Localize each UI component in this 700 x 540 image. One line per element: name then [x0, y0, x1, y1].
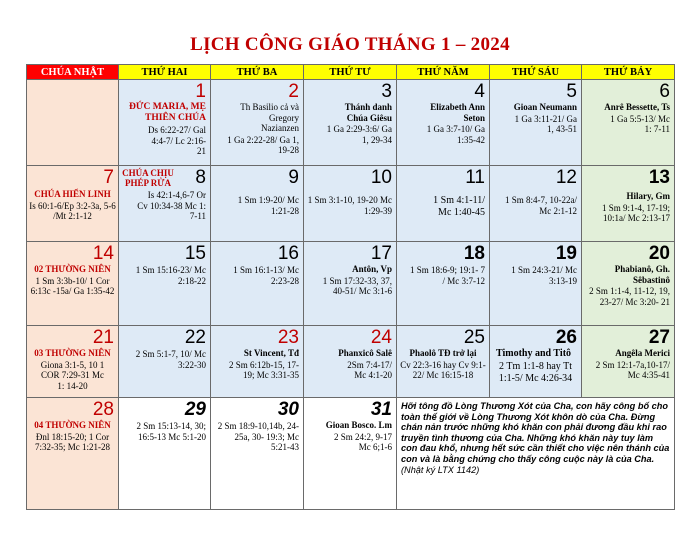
week-row-3 [27, 242, 675, 326]
day-saint: Phanxicô Salê [338, 348, 392, 358]
day-reading: 1 Sm 24:3-21/ Mc 3:13-19 [511, 265, 577, 286]
day-reading: 1 Sm 4:1-11/ Mc 1:40-45 [433, 195, 485, 218]
day-cell-empty [27, 80, 119, 166]
day-cell-22 [119, 326, 211, 398]
day-cell-8 [119, 166, 211, 242]
day-number: 16 [277, 243, 299, 264]
day-cell-18 [397, 242, 490, 326]
day-number: 27 [648, 327, 670, 348]
day-reading: Is 42:1-4,6-7 Or Cv 10:34-38 Mc 1: 7-11 [137, 190, 206, 221]
day-number: 9 [288, 167, 299, 188]
day-reading: 1 Sm 15:16-23/ Mc 2:18-22 [135, 265, 206, 286]
day-cell-30 [211, 398, 304, 510]
day-number: 23 [277, 327, 299, 348]
day-saint: Angêla Merici [615, 348, 670, 358]
day-cell-4 [397, 80, 490, 166]
day-saint: Phaolô TĐ trở lại [409, 348, 477, 358]
day-cell-12 [490, 166, 582, 242]
day-reading: Ds 6:22-27/ Gal 4:4-7/ Lc 2:16-21 [148, 125, 206, 156]
page-title: LỊCH CÔNG GIÁO THÁNG 1 – 2024 [190, 34, 510, 55]
day-cell-26 [490, 326, 582, 398]
day-feast: CHÚA CHỊU PHÉP RỬA [122, 168, 174, 188]
day-number: 7 [103, 167, 114, 188]
day-cell-13 [582, 166, 675, 242]
header-thursday: THỨ NĂM [397, 65, 490, 80]
header-monday: THỨ HAI [119, 65, 211, 80]
day-cell-19 [490, 242, 582, 326]
day-cell-10 [304, 166, 397, 242]
day-feast: ĐỨC MARIA, MẸ THIÊN CHÚA [129, 102, 206, 123]
header-tuesday: THỨ BA [211, 65, 304, 80]
day-number: 15 [184, 243, 206, 264]
day-saint: Antôn, Vp [352, 264, 392, 274]
day-saint: Elizabeth Ann Seton [430, 102, 485, 123]
day-reading: Đnl 18:15-20; 1 Cor 7:32-35; Mc 1:21-28 [35, 431, 110, 452]
day-reading: 1 Sm 3:3b-10/ 1 Cor 6:13c -15a/ Ga 1:35-42 [30, 275, 115, 296]
day-number: 1 [195, 81, 206, 102]
day-number: 2 [288, 81, 299, 102]
day-saint: Thánh danh Chúa Giêsu [344, 102, 392, 123]
day-reading: 1 Ga 3:11-21/ Ga 1, 43-51 [514, 113, 577, 134]
day-saint: Hilary, Gm [626, 191, 670, 201]
day-reading: 2 Sm 5:1-7, 10/ Mc 3:22-30 [135, 349, 206, 370]
quote-text [397, 398, 674, 478]
day-reading: 2 Tm 1:1-8 hay Tt 1:1-5/ Mc 4:26-34 [498, 361, 573, 384]
day-feast: CHÚA HIỂN LINH [34, 189, 111, 199]
day-cell-16 [211, 242, 304, 326]
week-row-4 [27, 326, 675, 398]
day-number: 26 [555, 327, 577, 348]
week-row-1 [27, 80, 675, 166]
day-cell-9 [211, 166, 304, 242]
day-reading: 1 Ga 2:29-3:6/ Ga 1, 29-34 [326, 124, 392, 145]
day-number: 3 [381, 81, 392, 102]
day-number: 22 [184, 327, 206, 348]
day-cell-7 [27, 166, 119, 242]
quote-body: Hỡi tông đồ Lòng Thương Xót của Cha, con hãy công bố cho toàn thế giới về Lòng Thương Xót khôn dò của Cha. Đừng chán nản trước những khó khăn con phải đương đầu khi rao truyền tình thương của Cha. Những khó khăn này tuy làm con đau khổ, nhưng hết sức cần thiết cho việc nên thánh của con và là bằng chứng cho thấy công cuộc này là của Cha. [401, 401, 670, 464]
day-saint: Anrê Bessette, Ts [604, 102, 670, 112]
day-feast: 04 THƯỜNG NIÊN [34, 420, 111, 430]
day-cell-21 [27, 326, 119, 398]
day-reading: 2 Sm 18:9-10,14b, 24-25a, 30- 19:3; Mc 5:21-43 [217, 421, 299, 452]
day-number: 30 [277, 399, 299, 420]
day-number: 19 [555, 243, 577, 264]
day-number: 28 [92, 399, 114, 420]
day-reading: 2 Sm 6:12b-15, 17-19; Mc 3:31-35 [228, 359, 299, 380]
day-cell-29 [119, 398, 211, 510]
day-number: 11 [465, 167, 485, 188]
day-cell-15 [119, 242, 211, 326]
day-reading: 2 Sm 12:1-7a,10-17/ Mc 4:35-41 [595, 359, 670, 380]
day-number: 25 [463, 327, 485, 348]
day-cell-28 [27, 398, 119, 510]
day-number: 31 [370, 399, 392, 420]
day-reading: 2Sm 7:4-17/ Mc 4:1-20 [347, 359, 392, 380]
day-number: 14 [92, 243, 114, 264]
day-reading: 1 Sm 8:4-7, 10-22a/ Mc 2:1-12 [505, 195, 577, 216]
day-number: 5 [566, 81, 577, 102]
day-cell-14 [27, 242, 119, 326]
day-cell-17 [304, 242, 397, 326]
day-reading: 1 Sm 18:6-9; 19:1- 7 / Mc 3:7-12 [409, 265, 485, 286]
day-number: 10 [370, 167, 392, 188]
day-number: 6 [659, 81, 670, 102]
quote-source: (Nhật ký LTX 1142) [401, 464, 480, 475]
day-number: 13 [648, 167, 670, 188]
day-reading: 1 Sm 1:9-20/ Mc 1:21-28 [237, 195, 299, 216]
day-feast: 02 THƯỜNG NIÊN [34, 264, 111, 274]
day-reading: 2 Sm 1:1-4, 11-12, 19, 23-27/ Mc 3:20- 21 [589, 286, 670, 307]
header-wednesday: THỨ TƯ [304, 65, 397, 80]
day-number: 24 [370, 327, 392, 348]
day-saint: St Vincent, Tđ [243, 348, 299, 358]
day-saint: Th Basilio cả và Gregory Nazianzen [240, 102, 299, 133]
day-feast: 03 THƯỜNG NIÊN [34, 348, 111, 358]
day-cell-25 [397, 326, 490, 398]
day-cell-6 [582, 80, 675, 166]
day-cell-27 [582, 326, 675, 398]
day-reading: 1 Sm 9:1-4, 17-19; 10:1a/ Mc 2:13-17 [601, 202, 670, 223]
day-reading: 1 Ga 3:7-10/ Ga 1:35-42 [426, 124, 485, 145]
day-reading: Giona 3:1-5, 10 1 COR 7:29-31 Mc 1: 14-20 [40, 359, 105, 391]
day-number: 29 [184, 399, 206, 420]
day-number: 8 [195, 167, 206, 188]
day-cell-11 [397, 166, 490, 242]
day-number: 20 [648, 243, 670, 264]
header-sunday: CHÚA NHẬT [27, 65, 119, 80]
day-cell-3 [304, 80, 397, 166]
day-number: 17 [370, 243, 392, 264]
day-saint: Phabianô, Gh. Sêbastinô [614, 264, 670, 285]
day-cell-20 [582, 242, 675, 326]
week-row-2 [27, 166, 675, 242]
day-saint: Gioan Neumann [513, 102, 577, 112]
day-reading: Cv 22:3-16 hay Cv 9:1-22/ Mc 16:15-18 [400, 359, 486, 380]
day-cell-31 [304, 398, 397, 510]
day-reading: 1 Sm 3:1-10, 19-20 Mc 1:29-39 [307, 195, 392, 216]
weekday-header-row [27, 65, 675, 80]
header-friday: THỨ SÁU [490, 65, 582, 80]
header-saturday: THỨ BẢY [582, 65, 675, 80]
day-cell-23 [211, 326, 304, 398]
day-saint: Gioan Bosco. Lm [325, 420, 392, 430]
week-row-5 [27, 398, 675, 510]
day-reading: Is 60:1-6/Ep 3:2-3a, 5-6 /Mt 2:1-12 [29, 200, 116, 221]
day-reading: 1 Sm 16:1-13/ Mc 2:23-28 [233, 265, 299, 286]
day-number: 12 [555, 167, 577, 188]
quote-box [397, 398, 675, 510]
day-cell-24 [304, 326, 397, 398]
day-number: 21 [92, 327, 114, 348]
day-reading: 2 Sm 15:13-14, 30; 16:5-13 Mc 5:1-20 [136, 421, 206, 442]
day-reading: 2 Sm 24:2, 9-17 Mc 6;1-6 [333, 431, 392, 452]
day-reading: 1 Ga 5:5-13/ Mc 1: 7-11 [610, 113, 670, 134]
calendar-grid [26, 64, 675, 510]
day-reading: 1 Sm 17:32-33, 37, 40-51/ Mc 3:1-6 [322, 275, 392, 296]
day-saint: Timothy and Titô [496, 348, 572, 359]
day-reading: 1 Ga 2:22-28/ Ga 1, 19-28 [227, 134, 299, 155]
day-cell-1 [119, 80, 211, 166]
day-number: 4 [474, 81, 485, 102]
day-cell-5 [490, 80, 582, 166]
day-number: 18 [463, 243, 485, 264]
day-cell-2 [211, 80, 304, 166]
